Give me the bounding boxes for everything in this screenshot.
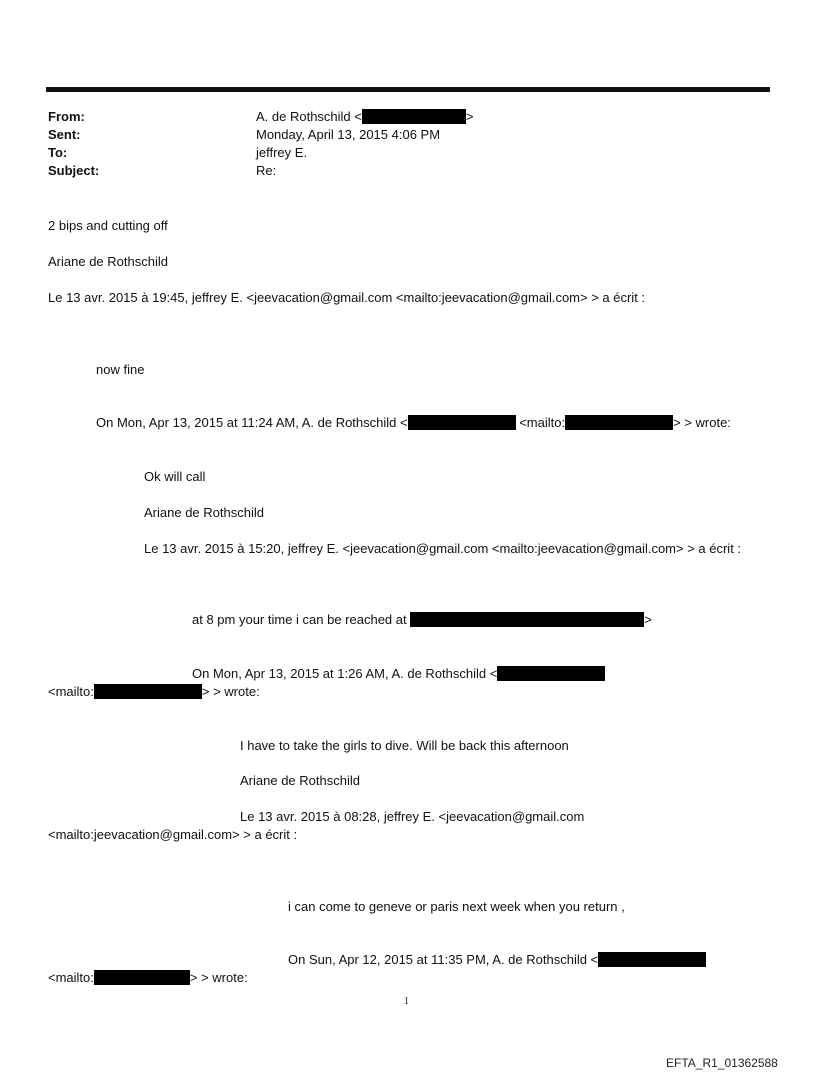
redaction-box xyxy=(408,415,516,430)
body-line: Le 13 avr. 2015 à 08:28, jeffrey E. <jeevacation@gmail.com xyxy=(240,809,585,824)
body-line: On Mon, Apr 13, 2015 at 1:26 AM, A. de Rothschild < xyxy=(192,665,605,682)
sent-row xyxy=(48,126,473,144)
body-line: I have to take the girls to dive. Will be back this afternoon xyxy=(240,738,569,753)
document-id: EFTA_R1_01362588 xyxy=(666,1056,778,1070)
body-line: <mailto: > > wrote: xyxy=(48,684,260,699)
from-value: A. de Rothschild < > xyxy=(256,109,474,124)
body-line: i can come to geneve or paris next week when you return , xyxy=(288,899,625,914)
body-line: On Sun, Apr 12, 2015 at 11:35 PM, A. de Rothschild < xyxy=(288,951,706,968)
from-label: From: xyxy=(48,109,85,124)
to-label: To: xyxy=(48,145,68,160)
header-rule xyxy=(46,87,770,92)
body-line: at 8 pm your time i can be reached at > xyxy=(192,612,652,627)
subject-value: Re: xyxy=(256,163,277,178)
page-number: 1 xyxy=(404,996,409,1007)
body-line: Ok will call xyxy=(144,469,206,484)
redaction-box xyxy=(598,952,706,967)
redaction-box xyxy=(565,415,673,430)
sent-value: Monday, April 13, 2015 4:06 PM xyxy=(256,127,441,142)
to-row xyxy=(48,144,473,162)
redaction-box xyxy=(410,612,644,627)
subject-row xyxy=(48,162,473,180)
body-line: Ariane de Rothschild xyxy=(48,254,168,269)
from-row xyxy=(48,108,473,126)
body-line: Le 13 avr. 2015 à 19:45, jeffrey E. <jeevacation@gmail.com <mailto:jeevacation@gmail.com> > a écrit : xyxy=(48,290,646,305)
body-line: Ariane de Rothschild xyxy=(144,505,264,520)
body-line: Le 13 avr. 2015 à 15:20, jeffrey E. <jeevacation@gmail.com <mailto:jeevacation@gmail.com> > a écrit : xyxy=(144,541,742,556)
body-line: <mailto:jeevacation@gmail.com> > a écrit : xyxy=(48,827,298,842)
subject-label: Subject: xyxy=(48,163,100,178)
redaction-box xyxy=(94,970,190,985)
body-line: 2 bips and cutting off xyxy=(48,218,168,233)
body-line: Ariane de Rothschild xyxy=(240,773,360,788)
body-line: On Mon, Apr 13, 2015 at 11:24 AM, A. de Rothschild < <mailto: > > wrote: xyxy=(96,415,731,430)
sent-label: Sent: xyxy=(48,127,81,142)
to-value: jeffrey E. xyxy=(256,145,308,160)
body-line: now fine xyxy=(96,362,145,377)
redaction-box xyxy=(362,109,466,124)
body-line: <mailto: > > wrote: xyxy=(48,970,248,985)
redaction-box xyxy=(497,666,605,681)
redaction-box xyxy=(94,684,202,699)
email-header xyxy=(48,108,473,180)
